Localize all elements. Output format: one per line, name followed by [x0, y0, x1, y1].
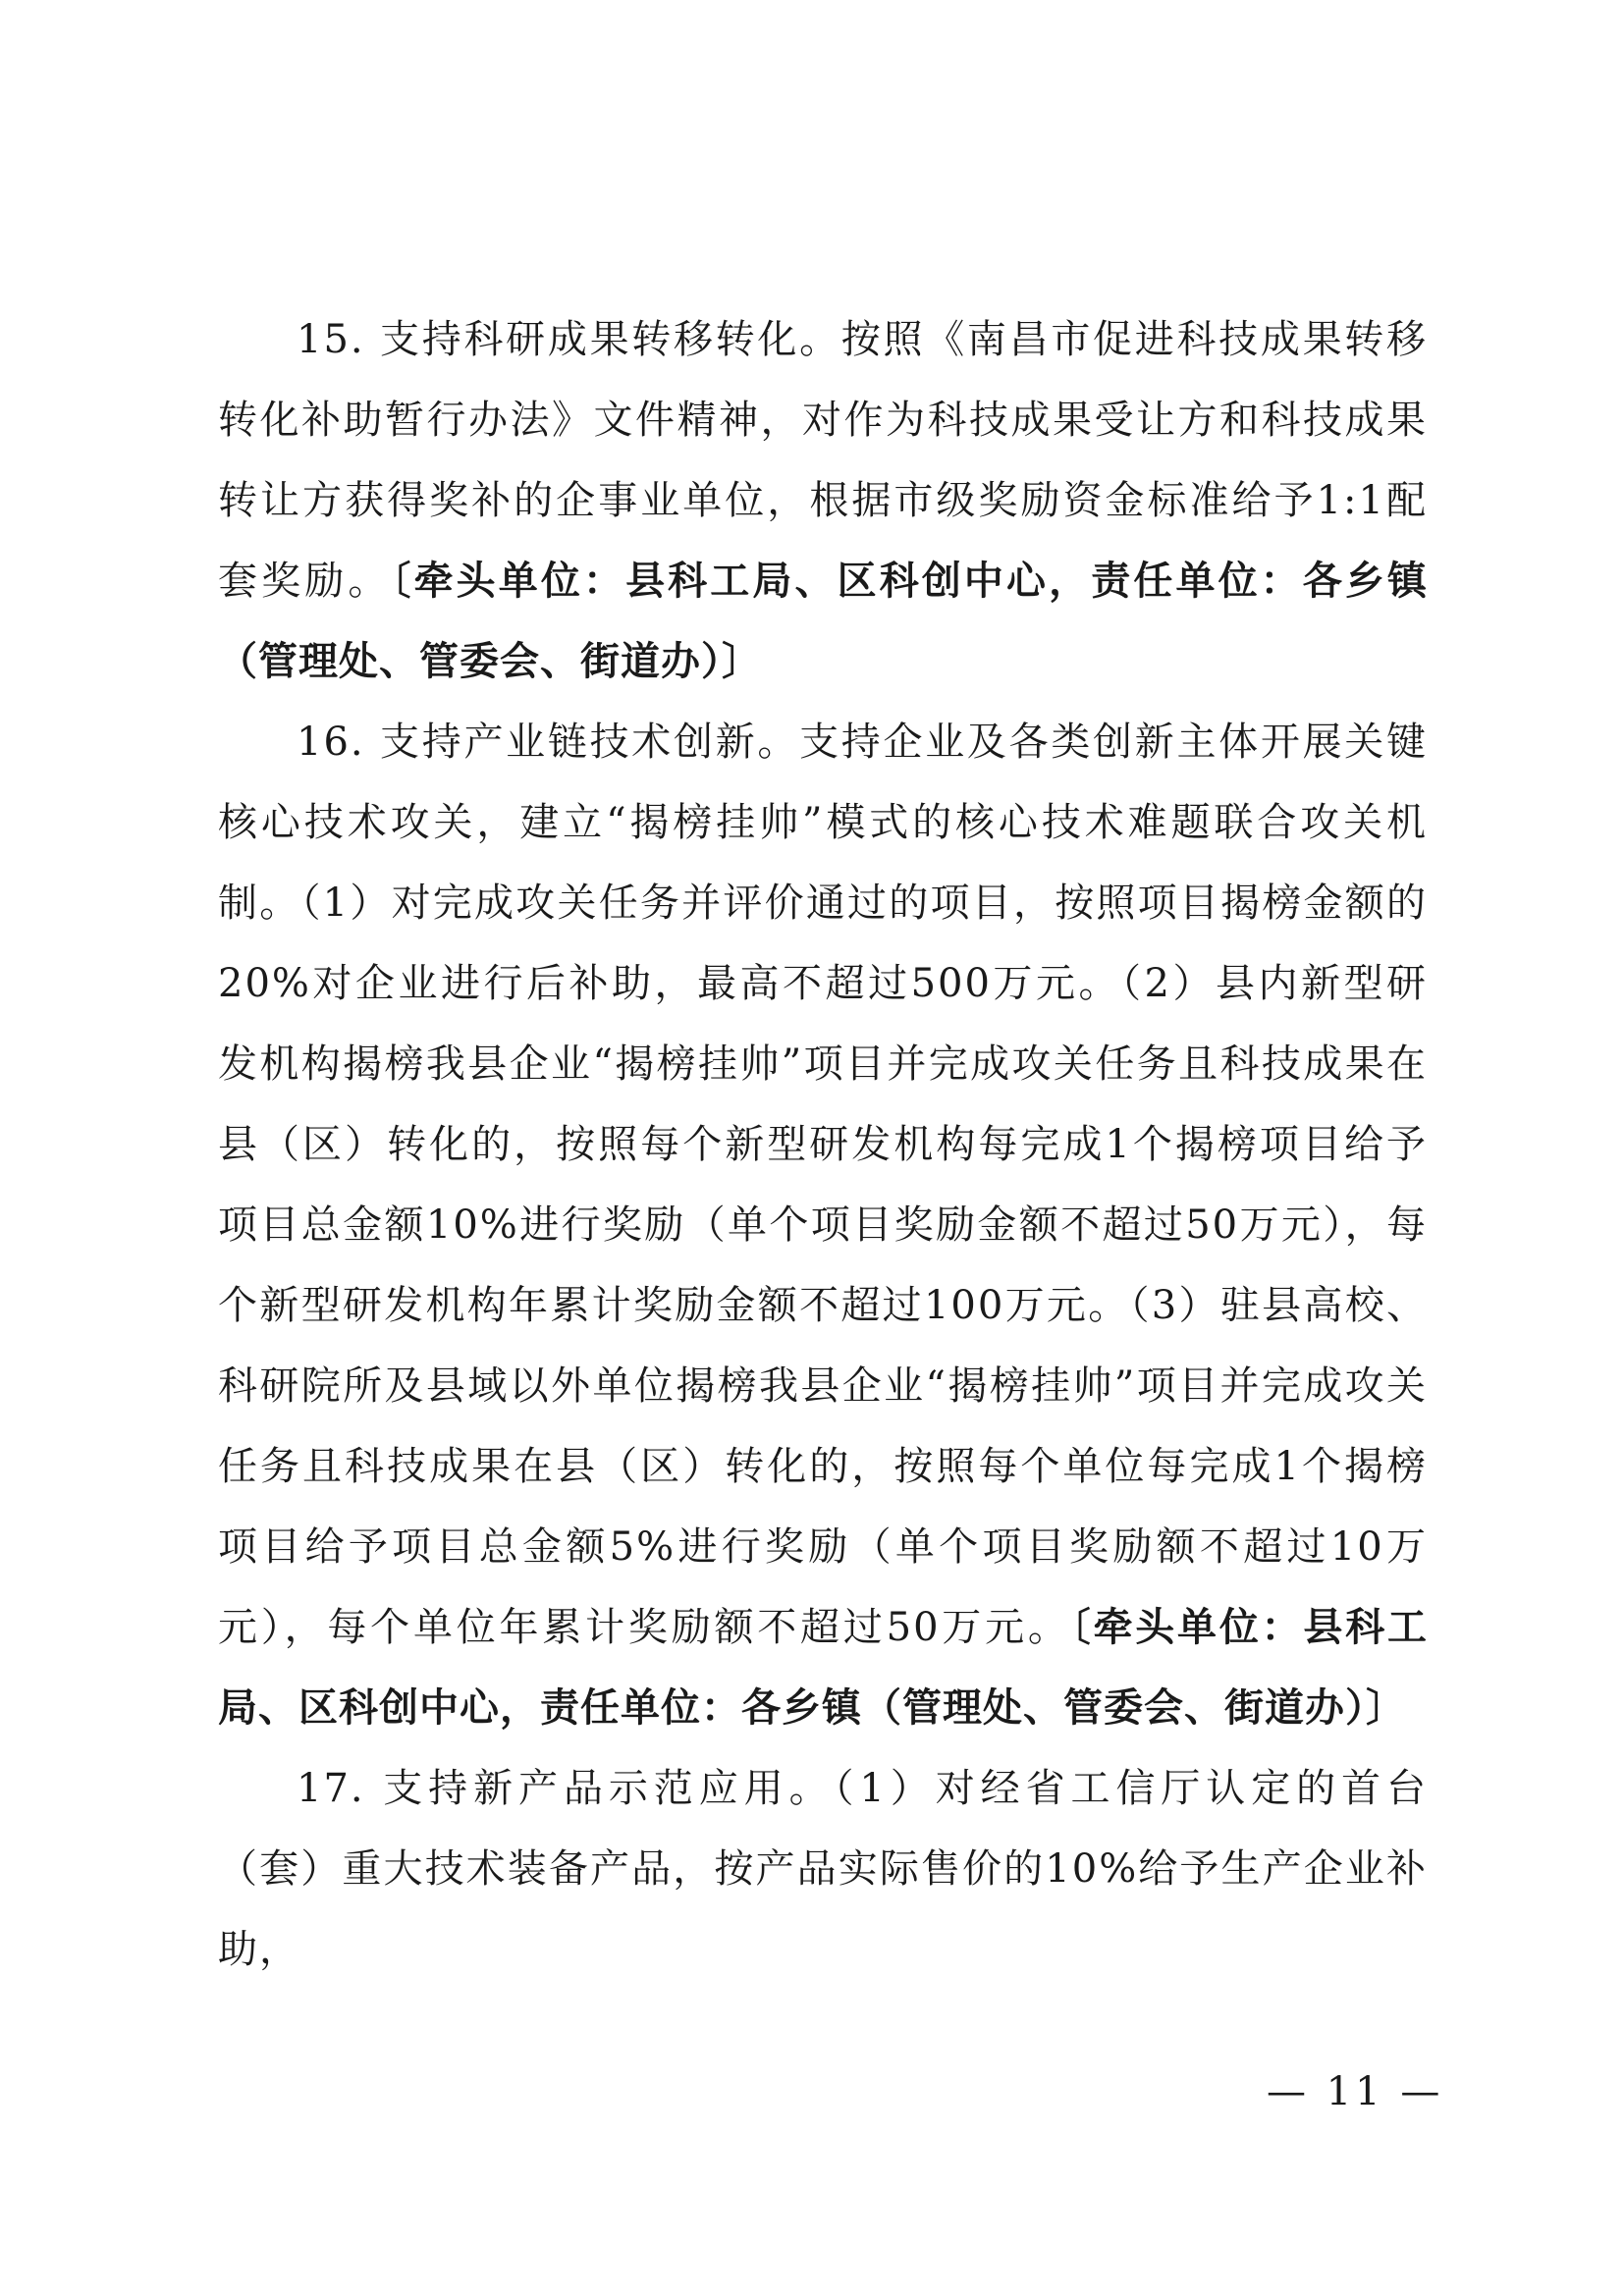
paragraph-17-text: 17. 支持新产品示范应用。（1）对经省工信厅认定的首台（套）重大技术装备产品，按产品实际售价的10%给予生产企业补助， — [218, 1766, 1428, 1972]
paragraph-17 — [218, 1748, 1428, 1990]
paragraph-16-text: 16. 支持产业链技术创新。支持企业及各类创新主体开展关键核心技术攻关，建立“揭榜挂帅”模式的核心技术难题联合攻关机制。（1）对完成攻关任务并评价通过的项目，按照项目揭榜金额的20%对企业进行后补助，最高不超过500万元。（2）县内新型研发机构揭榜我县企业“揭榜挂帅”项目并完成攻关任务且科技成果在县（区）转化的，按照每个新型研发机构每完成1个揭榜项目给予项目总金额10%进行奖励（单个项目奖励金额不超过50万元），每个新型研发机构年累计奖励金额不超过100万元。（3）驻县高校、科研院所及县域以外单位揭榜我县企业“揭榜挂帅”项目并完成攻关任务且科技成果在县（区）转化的，按照每个单位每完成1个揭榜项目给予项目总金额5%进行奖励（单个项目奖励额不超过10万元），每个单位年累计奖励额不超过50万元。 — [218, 720, 1428, 1650]
paragraph-15-responsibility: 〔牵头单位：县科工局、区科创中心，责任单位：各乡镇（管理处、管委会、街道办）〕 — [218, 559, 1429, 684]
paragraph-16 — [218, 702, 1428, 1748]
page-number: — 11 — — [1267, 2069, 1444, 2114]
paragraph-15-text: 15. 支持科研成果转移转化。按照《南昌市促进科技成果转移转化补助暂行办法》文件精神，对作为科技成果受让方和科技成果转让方获得奖补的企事业单位，根据市级奖励资金标准给予1:1配套奖励。 — [218, 317, 1428, 604]
document-body — [218, 299, 1428, 1990]
paragraph-15 — [218, 299, 1428, 702]
paragraph-16-responsibility: 〔牵头单位：县科工局、区科创中心，责任单位：各乡镇（管理处、管委会、街道办）〕 — [218, 1605, 1428, 1731]
